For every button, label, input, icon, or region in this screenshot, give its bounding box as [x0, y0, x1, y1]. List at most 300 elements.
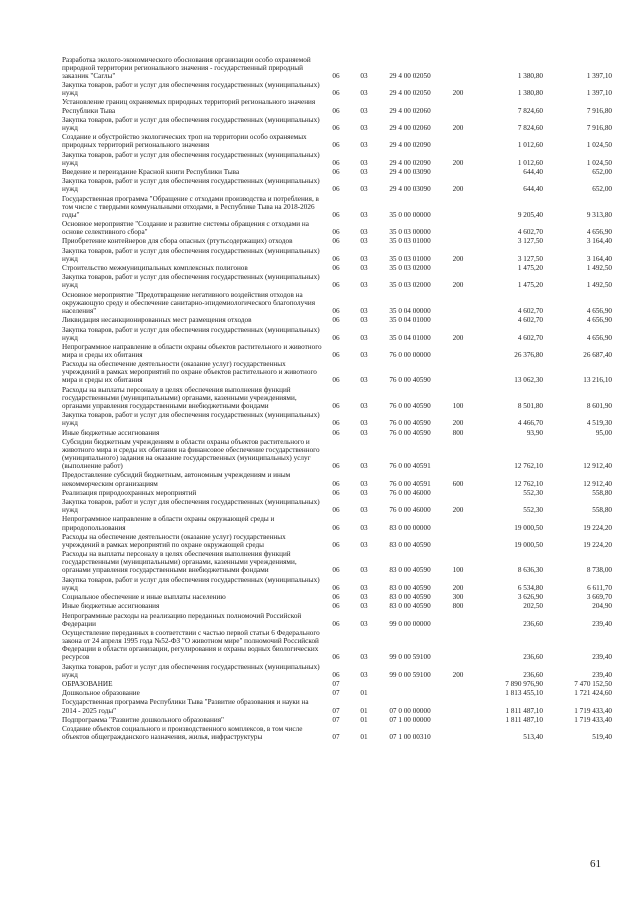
row-section: 06	[332, 316, 340, 325]
row-amount-year1: 1 012,60	[517, 158, 543, 167]
table-row	[62, 194, 612, 219]
row-amount-year1: 7 824,60	[517, 123, 543, 132]
row-target-article: 35 0 04 01000	[389, 316, 431, 325]
table-row	[62, 133, 612, 150]
table-row	[62, 219, 612, 236]
row-amount-year2: 204,90	[592, 602, 612, 611]
row-target-article: 29 4 00 03090	[389, 167, 431, 176]
row-section: 06	[332, 350, 340, 359]
row-target-article: 07 1 00 00310	[389, 733, 431, 742]
row-name: Подпрограмма "Развитие дошкольного образования"	[62, 715, 224, 724]
row-target-article: 35 0 03 00000	[389, 228, 431, 237]
row-name: Основное мероприятие "Создание и развитие системы обращения с отходами на основе селективного сбора"	[62, 220, 309, 237]
row-expense-type: 200	[452, 89, 464, 98]
row-amount-year1: 552,30	[523, 488, 543, 497]
table-row	[62, 471, 612, 488]
row-amount-year1: 1 012,60	[517, 141, 543, 150]
row-subsection: 01	[360, 733, 368, 742]
row-section: 06	[332, 619, 340, 628]
row-amount-year2: 1 397,10	[586, 89, 612, 98]
row-name: Реализация природоохранных мероприятий	[62, 488, 197, 497]
row-expense-type: 200	[452, 670, 464, 679]
budget-table-body	[62, 55, 612, 742]
row-target-article: 07 0 00 00000	[389, 706, 431, 715]
row-name: Государственная программа Республики Тыва "Развитие образования и науки на 2014 - 2025 годы"	[62, 698, 309, 715]
row-section: 06	[332, 376, 340, 385]
row-amount-year1: 202,50	[523, 602, 543, 611]
row-subsection: 03	[360, 123, 368, 132]
row-subsection: 03	[360, 167, 368, 176]
row-section: 07	[332, 679, 340, 688]
row-expense-type	[442, 515, 474, 532]
row-name: Непрограммные расходы на реализацию переданных полномочий Российской Федерации	[62, 611, 302, 628]
row-subsection: 03	[360, 185, 368, 194]
row-subsection: 03	[360, 158, 368, 167]
row-target-article: 29 4 00 03090	[389, 185, 431, 194]
row-section: 06	[332, 306, 340, 315]
row-section: 06	[332, 210, 340, 219]
row-amount-year1: 19 000,50	[514, 540, 543, 549]
row-name: Строительство межмуниципальных комплексных полигонов	[62, 264, 248, 273]
row-target-article: 76 0 00 40590	[389, 376, 431, 385]
row-amount-year1: 4 602,70	[517, 228, 543, 237]
row-amount-year2: 7 470 152,50	[574, 679, 612, 688]
row-expense-type: 100	[452, 401, 464, 410]
row-subsection: 03	[360, 583, 368, 592]
row-amount-year1: 236,60	[523, 619, 543, 628]
row-amount-year1: 236,60	[523, 670, 543, 679]
row-amount-year2: 558,80	[592, 488, 612, 497]
row-subsection: 01	[360, 715, 368, 724]
row-expense-type: 600	[452, 479, 464, 488]
row-amount-year1: 1 380,80	[517, 71, 543, 80]
row-target-article: 76 0 00 40590	[389, 428, 431, 437]
row-subsection: 03	[360, 281, 368, 290]
row-expense-type: 200	[452, 123, 464, 132]
table-row	[62, 55, 612, 80]
row-expense-type: 200	[452, 333, 464, 342]
row-expense-type	[442, 488, 474, 497]
row-subsection: 03	[360, 306, 368, 315]
row-section: 06	[332, 506, 340, 515]
row-expense-type: 200	[452, 506, 464, 515]
row-amount-year1: 1 475,20	[517, 281, 543, 290]
row-expense-type: 800	[452, 602, 464, 611]
row-amount-year1: 3 127,50	[517, 237, 543, 246]
row-target-article: 29 4 00 02060	[389, 106, 431, 115]
row-target-article: 35 0 03 02000	[389, 281, 431, 290]
row-amount-year1: 1 380,80	[517, 89, 543, 98]
row-subsection: 03	[360, 141, 368, 150]
row-expense-type	[442, 611, 474, 628]
row-target-article: 29 4 00 02090	[389, 141, 431, 150]
table-row	[62, 592, 612, 601]
row-section: 06	[332, 123, 340, 132]
row-target-article: 83 0 00 40590	[389, 583, 431, 592]
row-expense-type	[442, 55, 474, 80]
row-expense-type: 200	[452, 419, 464, 428]
row-target-article: 29 4 00 02090	[389, 158, 431, 167]
row-name: Расходы на обеспечение деятельности (оказание услуг) государственных учреждений в рамках мероприятий по охране объектов растительного и животного мира и среды их обитания	[62, 360, 317, 385]
table-row	[62, 532, 612, 549]
row-amount-year1: 7 824,60	[517, 106, 543, 115]
budget-table	[62, 55, 612, 742]
row-section: 06	[332, 523, 340, 532]
row-name: Закупка товаров, работ и услуг для обеспечения государственных (муниципальных) нужд	[62, 575, 320, 592]
row-amount-year1: 12 762,10	[514, 462, 543, 471]
row-amount-year2: 1 721 424,60	[574, 689, 612, 698]
row-subsection: 03	[360, 316, 368, 325]
row-section: 06	[332, 254, 340, 263]
row-subsection: 03	[360, 333, 368, 342]
row-name: Введение и переиздание Красной книги Республики Тыва	[62, 167, 240, 176]
row-subsection: 03	[360, 228, 368, 237]
row-target-article: 99 0 00 59100	[389, 670, 431, 679]
row-amount-year2: 8 601,90	[586, 401, 612, 410]
row-section: 06	[332, 653, 340, 662]
row-subsection: 03	[360, 488, 368, 497]
row-expense-type: 200	[452, 158, 464, 167]
row-section: 06	[332, 264, 340, 273]
row-section: 06	[332, 401, 340, 410]
row-amount-year1: 8 501,80	[517, 401, 543, 410]
row-name: Установление границ охраняемых природных территорий регионального значения Республики Тыва	[62, 98, 316, 115]
table-row	[62, 550, 612, 575]
row-section: 06	[332, 141, 340, 150]
row-subsection: 01	[360, 689, 368, 698]
row-target-article: 76 0 00 40590	[389, 419, 431, 428]
row-amount-year2: 519,40	[592, 733, 612, 742]
row-subsection	[350, 679, 378, 688]
row-section: 07	[332, 706, 340, 715]
row-amount-year1: 4 602,70	[517, 316, 543, 325]
row-amount-year2: 9 313,80	[586, 210, 612, 219]
row-name: Государственная программа "Обращение с отходами производства и потребления, в том числе с твердыми коммунальными отходами, в Республике Тыва на 2018-2026 годы"	[62, 194, 319, 219]
row-name: Создание и обустройство экологических троп на территории особо охраняемых природных территорий регионального значения	[62, 133, 307, 150]
row-amount-year1: 644,40	[523, 167, 543, 176]
row-section: 06	[332, 593, 340, 602]
row-subsection: 03	[360, 619, 368, 628]
row-section: 06	[332, 428, 340, 437]
row-amount-year2: 26 687,40	[583, 350, 612, 359]
row-name: Приобретение контейнеров для сбора опасных (ртутьсодержащих) отходов	[62, 237, 293, 246]
row-amount-year2: 1 024,50	[586, 158, 612, 167]
row-subsection: 03	[360, 237, 368, 246]
row-target-article: 83 0 00 40590	[389, 566, 431, 575]
row-section: 06	[332, 583, 340, 592]
row-target-article: 99 0 00 00000	[389, 619, 431, 628]
row-amount-year1: 1 811 487,10	[505, 706, 543, 715]
row-section: 06	[332, 228, 340, 237]
table-row	[62, 264, 612, 273]
row-amount-year2: 19 224,20	[583, 540, 612, 549]
row-target-article: 83 0 00 40590	[389, 602, 431, 611]
row-amount-year2: 4 519,30	[586, 419, 612, 428]
row-amount-year2: 1 719 433,40	[574, 715, 612, 724]
row-name: Расходы на выплаты персоналу в целях обеспечения выполнения функций государственными (муниципальными) органами, казенными учреждениями, органами управления государственными внебюджетными фондами	[62, 550, 297, 575]
row-section: 06	[332, 462, 340, 471]
row-expense-type	[442, 725, 474, 742]
row-amount-year2: 558,80	[592, 506, 612, 515]
row-amount-year2: 7 916,80	[586, 106, 612, 115]
table-row	[62, 167, 612, 176]
row-expense-type	[442, 264, 474, 273]
row-subsection: 03	[360, 254, 368, 263]
row-name: Основное мероприятие "Предотвращение негативного воздействия отходов на окружающую среду и обеспечение санитарно-эпидемиологического благополучия населения"	[62, 290, 315, 315]
table-row	[62, 611, 612, 628]
row-amount-year1: 236,60	[523, 653, 543, 662]
row-amount-year2: 12 912,40	[583, 479, 612, 488]
row-subsection: 03	[360, 602, 368, 611]
row-subsection: 03	[360, 106, 368, 115]
row-expense-type	[442, 98, 474, 115]
row-expense-type	[442, 689, 474, 698]
row-section: 06	[332, 419, 340, 428]
row-name: Ликвидация несанкционированных мест размещения отходов	[62, 316, 252, 325]
row-name: Расходы на обеспечение деятельности (оказание услуг) государственных учреждений в рамках мероприятий по охране окружающей среды	[62, 532, 286, 549]
row-amount-year1: 9 205,40	[517, 210, 543, 219]
row-amount-year2: 652,00	[592, 185, 612, 194]
row-name: Разработка эколого-экономического обоснования организации особо охраняемой природной территории регионального значения - государственный природный заказник "Саглы"	[62, 55, 311, 80]
row-amount-year1: 12 762,10	[514, 479, 543, 488]
row-section: 06	[332, 566, 340, 575]
row-expense-type: 300	[452, 593, 464, 602]
row-amount-year1: 19 000,50	[514, 523, 543, 532]
table-row	[62, 246, 612, 263]
table-row	[62, 715, 612, 724]
row-subsection: 03	[360, 376, 368, 385]
row-expense-type	[442, 437, 474, 471]
row-section: 06	[332, 488, 340, 497]
row-section: 06	[332, 71, 340, 80]
table-row	[62, 679, 612, 688]
row-expense-type	[442, 360, 474, 385]
row-amount-year1: 1 475,20	[517, 264, 543, 273]
row-subsection: 01	[360, 706, 368, 715]
row-target-article: 76 0 00 40590	[389, 401, 431, 410]
row-target-article: 29 4 00 02050	[389, 89, 431, 98]
table-row	[62, 488, 612, 497]
table-row	[62, 150, 612, 167]
row-expense-type	[442, 133, 474, 150]
row-subsection: 03	[360, 593, 368, 602]
row-target-article: 76 0 00 00000	[389, 350, 431, 359]
row-section: 06	[332, 670, 340, 679]
row-subsection: 03	[360, 462, 368, 471]
row-section: 07	[332, 689, 340, 698]
row-section: 06	[332, 167, 340, 176]
table-row	[62, 698, 612, 715]
row-amount-year1: 3 626,90	[517, 593, 543, 602]
row-subsection: 03	[360, 506, 368, 515]
row-expense-type	[442, 679, 474, 688]
row-subsection: 03	[360, 419, 368, 428]
row-subsection: 03	[360, 479, 368, 488]
table-row	[62, 115, 612, 132]
row-expense-type	[442, 194, 474, 219]
row-target-article	[378, 679, 442, 688]
table-row	[62, 575, 612, 592]
row-expense-type: 800	[452, 428, 464, 437]
row-name: Закупка товаров, работ и услуг для обеспечения государственных (муниципальных) нужд	[62, 115, 320, 132]
row-subsection: 03	[360, 71, 368, 80]
row-section: 06	[332, 602, 340, 611]
row-name: Создание объектов социального и производственного комплексов, в том числе объектов общегражданского назначения, жилья, инфраструктуры	[62, 725, 303, 742]
row-amount-year1: 1 811 487,10	[505, 715, 543, 724]
row-amount-year2: 3 164,40	[586, 254, 612, 263]
row-name: Закупка товаров, работ и услуг для обеспечения государственных (муниципальных) нужд	[62, 150, 320, 167]
row-target-article: 35 0 03 02000	[389, 264, 431, 273]
row-expense-type: 200	[452, 281, 464, 290]
row-expense-type: 200	[452, 254, 464, 263]
table-row	[62, 273, 612, 290]
row-name: Непрограммное направление в области охраны окружающей среды и природопользования	[62, 515, 275, 532]
table-row	[62, 497, 612, 514]
row-name: Закупка товаров, работ и услуг для обеспечения государственных (муниципальных) нужд	[62, 662, 320, 679]
row-expense-type	[442, 342, 474, 359]
row-subsection: 03	[360, 264, 368, 273]
row-amount-year2: 1 397,10	[586, 71, 612, 80]
row-amount-year1: 4 602,70	[517, 306, 543, 315]
page-number: 61	[590, 858, 601, 870]
row-expense-type: 100	[452, 566, 464, 575]
row-expense-type	[442, 219, 474, 236]
row-amount-year2: 652,00	[592, 167, 612, 176]
row-amount-year1: 4 602,70	[517, 333, 543, 342]
row-amount-year1: 3 127,50	[517, 254, 543, 263]
row-subsection: 03	[360, 566, 368, 575]
row-amount-year1: 8 636,30	[517, 566, 543, 575]
row-name: Предоставление субсидий бюджетным, автономным учреждениям и иным некоммерческим организациям	[62, 471, 291, 488]
row-amount-year1: 26 376,80	[514, 350, 543, 359]
row-target-article: 35 0 04 01000	[389, 333, 431, 342]
row-amount-year2: 239,40	[592, 670, 612, 679]
row-target-article: 76 0 00 40591	[389, 462, 431, 471]
row-target-article: 07 1 00 00000	[389, 715, 431, 724]
row-section: 06	[332, 333, 340, 342]
table-row	[62, 177, 612, 194]
row-amount-year1: 13 062,30	[514, 376, 543, 385]
row-subsection: 03	[360, 89, 368, 98]
table-row	[62, 98, 612, 115]
row-subsection: 03	[360, 670, 368, 679]
row-section: 06	[332, 479, 340, 488]
row-name: Закупка товаров, работ и услуг для обеспечения государственных (муниципальных) нужд	[62, 325, 320, 342]
row-amount-year2: 3 669,70	[586, 593, 612, 602]
row-target-article: 99 0 00 59100	[389, 653, 431, 662]
row-amount-year2: 7 916,80	[586, 123, 612, 132]
row-subsection: 03	[360, 350, 368, 359]
row-amount-year2: 6 611,70	[587, 583, 612, 592]
table-row	[62, 360, 612, 385]
row-name: Закупка товаров, работ и услуг для обеспечения государственных (муниципальных) нужд	[62, 177, 320, 194]
row-amount-year2: 8 738,00	[586, 566, 612, 575]
row-name: Социальное обеспечение и иные выплаты населению	[62, 593, 226, 602]
row-amount-year1: 513,40	[523, 733, 543, 742]
row-expense-type	[442, 167, 474, 176]
table-row	[62, 325, 612, 342]
row-target-article: 76 0 00 40591	[389, 479, 431, 488]
row-name: Дошкольное образование	[62, 689, 140, 698]
table-row	[62, 342, 612, 359]
row-section: 07	[332, 715, 340, 724]
row-name: Иные бюджетные ассигнования	[62, 602, 160, 611]
row-target-article: 29 4 00 02060	[389, 123, 431, 132]
row-amount-year2: 4 656,90	[586, 306, 612, 315]
row-amount-year2: 239,40	[592, 619, 612, 628]
row-subsection: 03	[360, 540, 368, 549]
table-row	[62, 428, 612, 437]
row-amount-year2: 4 656,90	[586, 228, 612, 237]
table-row	[62, 662, 612, 679]
row-name: Закупка товаров, работ и услуг для обеспечения государственных (муниципальных) нужд	[62, 246, 320, 263]
row-target-article	[378, 689, 442, 698]
row-section: 07	[332, 733, 340, 742]
row-subsection: 03	[360, 401, 368, 410]
row-name: ОБРАЗОВАНИЕ	[62, 679, 113, 688]
row-name: Закупка товаров, работ и услуг для обеспечения государственных (муниципальных) нужд	[62, 273, 320, 290]
row-target-article: 83 0 00 40590	[389, 593, 431, 602]
row-expense-type	[442, 316, 474, 325]
row-amount-year1: 6 534,80	[517, 583, 543, 592]
row-amount-year2: 19 224,20	[583, 523, 612, 532]
table-row	[62, 602, 612, 611]
table-row	[62, 290, 612, 315]
row-amount-year2: 12 912,40	[583, 462, 612, 471]
row-amount-year1: 644,40	[523, 185, 543, 194]
row-target-article: 35 0 03 01000	[389, 254, 431, 263]
row-target-article: 83 0 00 40590	[389, 540, 431, 549]
row-subsection: 03	[360, 653, 368, 662]
row-expense-type	[442, 237, 474, 246]
row-subsection: 03	[360, 523, 368, 532]
row-name: Осуществление переданных в соответствии с частью первой статьи 6 Федерального закона от 24 апреля 1995 года №52-ФЗ "О животном мире" полномочий Российской Федерации в области организации, регулирования и охраны водных биологических ресурсов	[62, 628, 320, 662]
row-name: Субсидии бюджетным учреждениям в области охраны объектов растительного и животного мира и среды их обитания на финансовое обеспечение государственного (муниципального) задания на оказание государственных (муниципальных) услуг (выполнение работ)	[62, 437, 320, 471]
row-section: 06	[332, 89, 340, 98]
row-name: Закупка товаров, работ и услуг для обеспечения государственных (муниципальных) нужд	[62, 411, 320, 428]
table-row	[62, 515, 612, 532]
row-target-article: 29 4 00 02050	[389, 71, 431, 80]
row-expense-type	[442, 532, 474, 549]
row-target-article: 83 0 00 00000	[389, 523, 431, 532]
row-section: 06	[332, 185, 340, 194]
row-section: 06	[332, 106, 340, 115]
row-section: 06	[332, 281, 340, 290]
row-expense-type: 200	[452, 583, 464, 592]
row-amount-year1: 93,90	[526, 428, 543, 437]
row-name: Иные бюджетные ассигнования	[62, 428, 160, 437]
row-amount-year1: 7 890 976,90	[505, 679, 543, 688]
table-row	[62, 628, 612, 662]
row-target-article: 76 0 00 46000	[389, 488, 431, 497]
row-expense-type	[442, 290, 474, 315]
row-amount-year2: 1 024,50	[586, 141, 612, 150]
row-amount-year2: 3 164,40	[586, 237, 612, 246]
row-amount-year1: 4 466,70	[517, 419, 543, 428]
row-expense-type	[442, 715, 474, 724]
row-amount-year2: 1 492,50	[586, 264, 612, 273]
row-expense-type	[442, 628, 474, 662]
row-amount-year2: 4 656,90	[586, 316, 612, 325]
table-row	[62, 80, 612, 97]
row-name: Расходы на выплаты персоналу в целях обеспечения выполнения функций государственными (муниципальными) органами, казенными учреждениями, органами управления государственными внебюджетными фондами	[62, 385, 297, 410]
row-name: Закупка товаров, работ и услуг для обеспечения государственных (муниципальных) нужд	[62, 81, 320, 98]
table-row	[62, 385, 612, 410]
row-target-article: 76 0 00 46000	[389, 506, 431, 515]
row-amount-year2: 13 216,10	[583, 376, 612, 385]
row-amount-year2: 1 492,50	[586, 281, 612, 290]
row-target-article: 35 0 04 00000	[389, 306, 431, 315]
